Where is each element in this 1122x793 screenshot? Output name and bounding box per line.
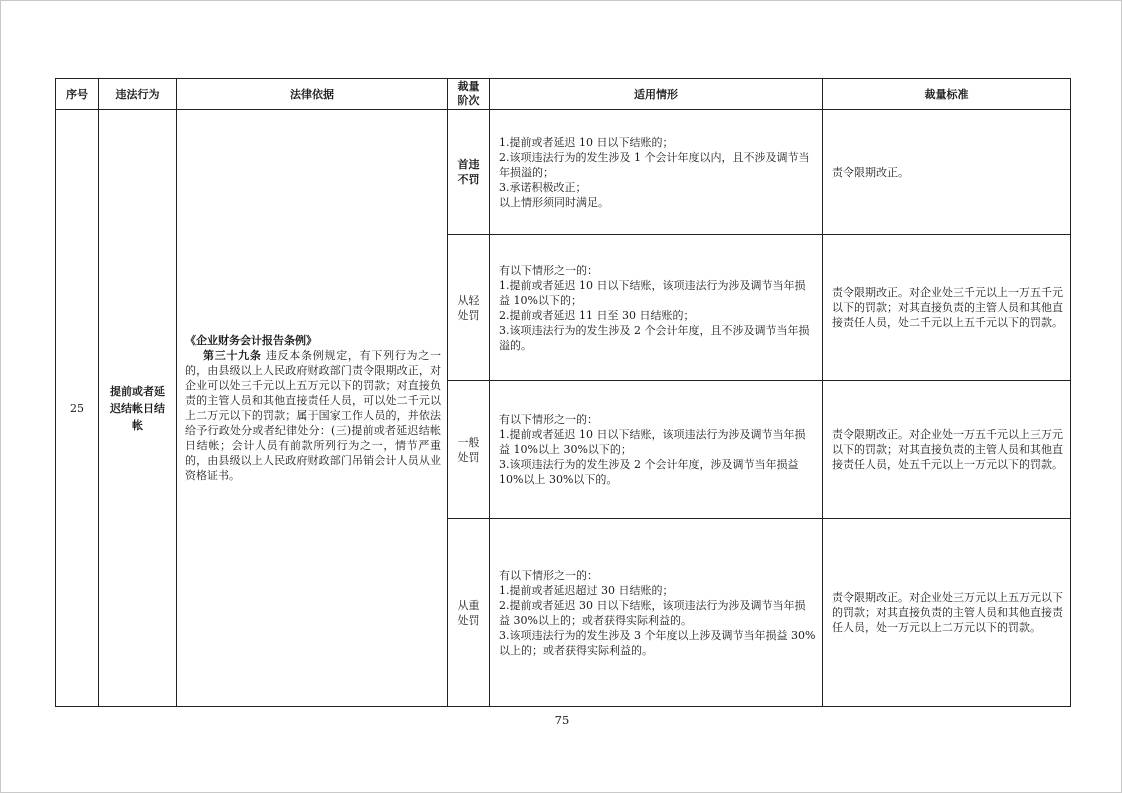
stage-label — [448, 381, 490, 519]
row-number: 25 — [56, 110, 99, 707]
stage-label-text: 从重处罚 — [457, 598, 480, 627]
violation-cell — [99, 110, 177, 707]
stage-label — [448, 110, 490, 235]
circumstance-line: 2.该项违法行为的发生涉及 1 个会计年度以内，且不涉及调节当年损溢的； — [499, 150, 810, 179]
stage-label — [448, 519, 490, 707]
circumstance-line: 有以下情形之一的： — [499, 413, 598, 426]
law-title: 《企业财务会计报告条例》 — [185, 334, 317, 347]
circumstance-line: 以上情形须同时满足。 — [499, 195, 609, 209]
circumstance-line: 2.提前或者延迟 30 日以下结账，该项违法行为涉及调节当年损益 30%以上的；或者获得实际利益的。 — [499, 598, 806, 627]
circumstance-line: 有以下情形之一的： — [499, 263, 598, 277]
header-row — [56, 79, 1071, 110]
law-body — [185, 348, 441, 483]
header-legal-basis: 法律依据 — [177, 79, 448, 110]
circumstance-line: 3.承诺积极改正； — [499, 180, 587, 194]
circumstance-line: 有以下情形之一的： — [499, 568, 598, 582]
circumstance-line: 1.提前或者延迟 10 日以下结账，该项违法行为涉及调节当年损益 10%以下的； — [499, 278, 806, 307]
standard-cell: 责令限期改正。对企业处三万元以上五万元以下的罚款；对其直接负责的主管人员和其他直接责任人员，处一万元以上二万元以下的罚款。 — [823, 519, 1071, 707]
circumstance-line: 3.该项违法行为的发生涉及 3 个年度以上涉及调节当年损益 30%以上的；或者获得实际利益的。 — [499, 628, 816, 657]
law-article: 第三十九条 — [203, 349, 262, 362]
stage-label-text: 一般处罚 — [457, 435, 480, 464]
circumstances-cell — [490, 235, 823, 381]
standard-cell: 责令限期改正。对企业处一万五千元以上三万元以下的罚款；对其直接负责的主管人员和其他直接责任人员，处五千元以上一万元以下的罚款。 — [823, 381, 1071, 519]
circumstance-line: 1.提前或者延迟 10 日以下结账，该项违法行为涉及调节当年损益 10%以上 30%以下的； — [499, 428, 806, 456]
circumstance-line: 3.该项违法行为的发生涉及 2 个会计年度，且不涉及调节当年损溢的。 — [499, 323, 810, 352]
header-standard: 裁量标准 — [823, 79, 1071, 110]
circumstance-line: 1.提前或者延迟超过 30 日结账的； — [499, 583, 674, 597]
standard-cell: 责令限期改正。 — [823, 110, 1071, 235]
standard-cell: 责令限期改正。对企业处三千元以上一万五千元以下的罚款；对其直接负责的主管人员和其他直接责任人员，处二千元以上五千元以下的罚款。 — [823, 235, 1071, 381]
legal-basis-cell — [177, 110, 448, 707]
header-stage — [448, 79, 490, 110]
header-no: 序号 — [56, 79, 99, 110]
header-circumstances: 适用情形 — [490, 79, 823, 110]
stage-label-text: 从轻处罚 — [457, 293, 480, 322]
circumstances-cell — [490, 519, 823, 707]
violation-text: 提前或者延迟结帐日结帐 — [110, 384, 165, 432]
law-text: 违反本条例规定，有下列行为之一的，由县级以上人民政府财政部门责令限期改正，对企业可以处三千元以上五万元以下的罚款；对直接负责的主管人员和其他直接责任人员，可以处二千元以上二万元以下的罚款；属于国家工作人员的，并依法给予行政处分或者纪律处分：(三)提前或者延迟结帐日结帐；会计人员有前款所列行为之一，情节严重的，由县级以上人民政府财政部门吊销会计人员从业资格证书。 — [185, 349, 442, 482]
page-number: 75 — [554, 713, 570, 727]
circumstances-cell — [490, 381, 823, 519]
circumstance-line: 1.提前或者延迟 10 日以下结账的； — [499, 135, 674, 149]
circumstance-line: 3.该项违法行为的发生涉及 2 个会计年度，涉及调节当年损益 10%以上 30%以下的。 — [499, 458, 799, 486]
header-violation: 违法行为 — [99, 79, 177, 110]
table-row — [56, 110, 1071, 235]
stage-label-text: 首违不罚 — [457, 158, 480, 186]
stage-label — [448, 235, 490, 381]
circumstances-cell — [490, 110, 823, 235]
circumstance-line: 2.提前或者延迟 11 日至 30 日结账的； — [499, 308, 695, 322]
discretion-standard-table — [55, 78, 1071, 707]
header-stage-text: 裁量阶次 — [457, 80, 480, 107]
